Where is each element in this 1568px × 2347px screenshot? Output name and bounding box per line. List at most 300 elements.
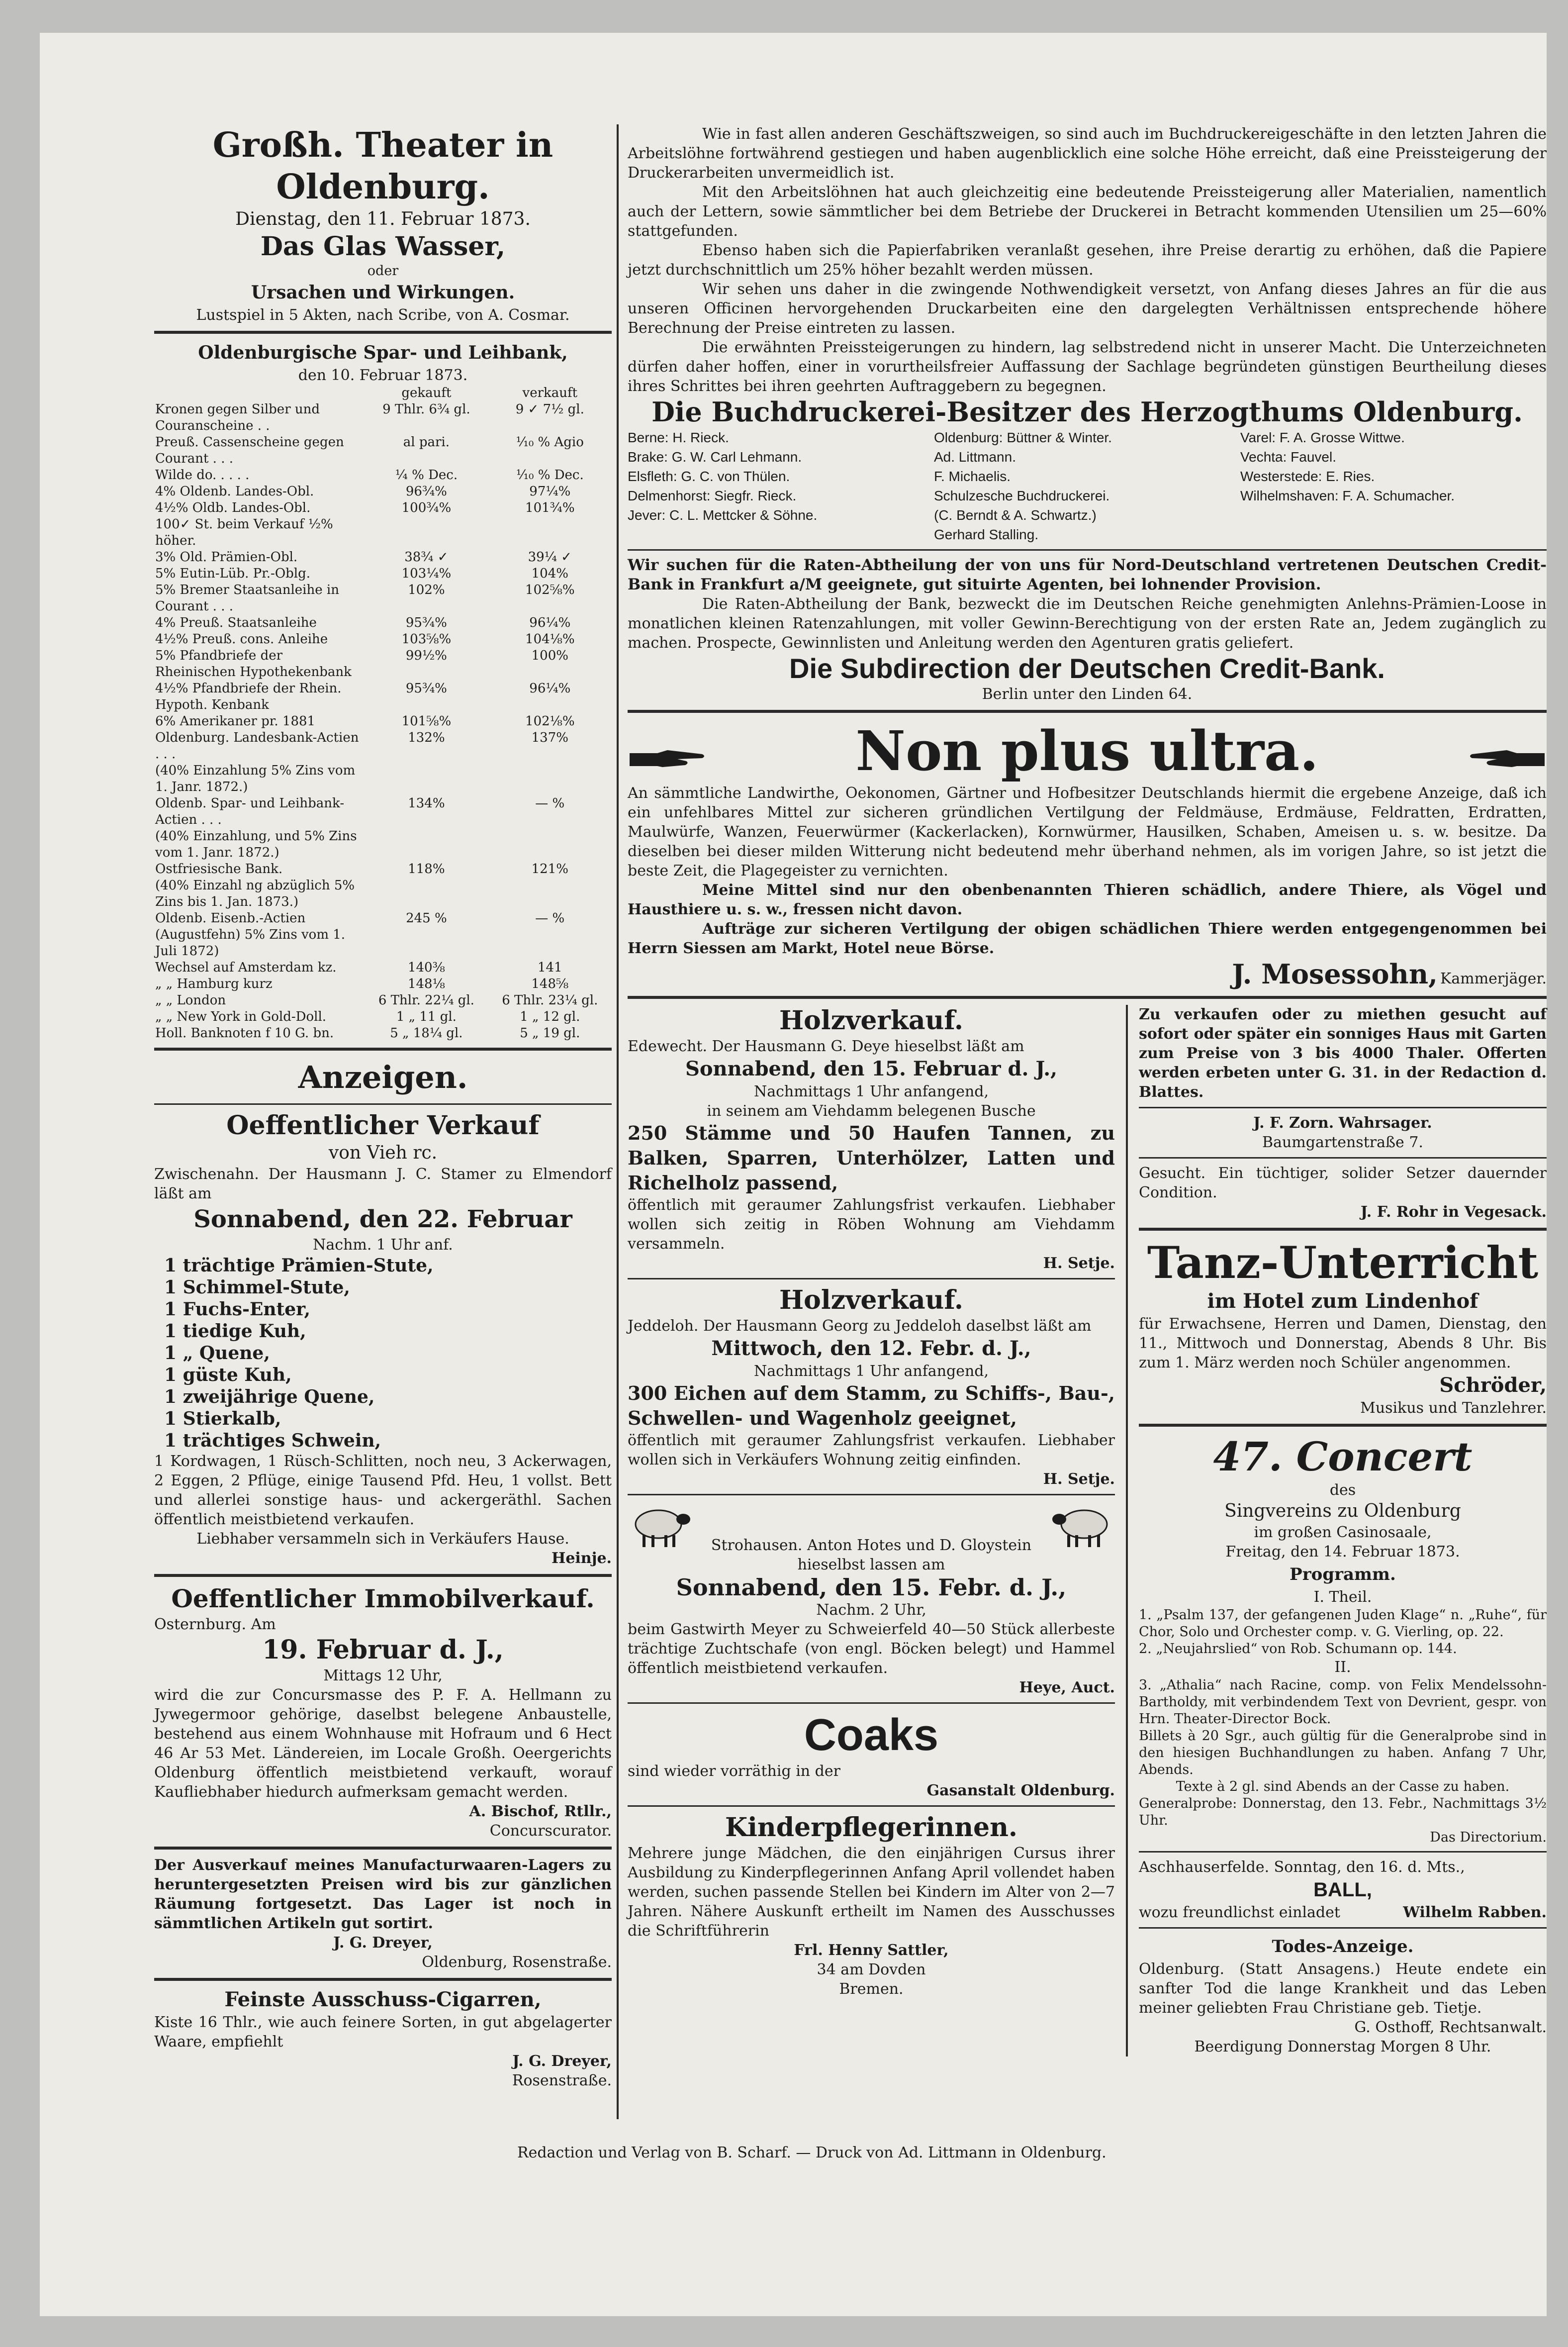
bank-sold-rate	[488, 516, 612, 549]
druck-member: F. Michaelis.	[934, 469, 1011, 484]
vieh-item-list	[154, 1255, 612, 1452]
bank-date: den 10. Februar 1873.	[298, 367, 468, 384]
divider	[628, 1702, 1115, 1704]
bank-rate-row	[154, 582, 612, 615]
divider	[628, 1805, 1115, 1807]
bank-rate-row	[154, 681, 612, 713]
bank-sold-rate: 104⅛%	[525, 632, 575, 647]
holz1-intro: Edewecht. Der Hausmann G. Deye hieselbst läßt am	[628, 1038, 1024, 1055]
holz2-date: Mittwoch, den 12. Febr. d. J.,	[711, 1337, 1031, 1360]
tod-burial: Beerdigung Donnerstag Morgen 8 Uhr.	[1194, 2038, 1491, 2055]
bank-bought-rate: 96¾%	[405, 484, 447, 499]
concert-program-item: 1. „Psalm 137, der gefangenen Juden Klage“ n. „Ruhe“, für Chor, Solo und Orchester comp. v. G. Vierling, op. 22.	[1139, 1607, 1547, 1640]
holz2-sign: H. Setje.	[1043, 1470, 1115, 1488]
bank-bought-rate: al pari.	[403, 435, 450, 450]
ausverkauf-sign2: Oldenburg, Rosenstraße.	[422, 1954, 612, 1971]
druck-member: Wilhelmshaven: F. A. Schumacher.	[1240, 488, 1455, 503]
tanz-sign2: Musikus und Tanzlehrer.	[1360, 1399, 1547, 1417]
cigarren-text: Kiste 16 Thlr., wie auch feinere Sorten, in gut abgelagerter Waare, empfiehlt	[154, 2014, 612, 2051]
divider	[154, 1978, 612, 1981]
vieh-ad	[154, 1110, 612, 1568]
divider	[628, 1494, 1115, 1495]
bank-rates	[154, 340, 612, 1042]
vieh-closing: Liebhaber versammeln sich in Verkäufers Hause.	[196, 1530, 569, 1548]
coaks-title: Coaks	[804, 1710, 939, 1760]
bank-rate-row	[154, 467, 612, 484]
holz1-time: Nachmittags 1 Uhr anfangend,	[753, 1083, 989, 1100]
bank-bought-rate: 101⅝%	[401, 714, 452, 729]
bank-bought-rate: 95¾%	[405, 681, 447, 696]
bank-rate-row	[154, 713, 612, 730]
kinder-text: Mehrere junge Mädchen, die den einjährigen Cursus ihrer Ausbildung zu Kinderpflegerinnen Anfang April vollendet haben werden, suchen passende Stellen bei Kindern im Alter von 2—7 Jahren. Nähere Auskunft ertheilt im Namen des Ausschusses die Schriftführerin	[628, 1845, 1115, 1940]
ads-left-subcolumn	[628, 1005, 1115, 2056]
concert-probe: Generalprobe: Donnerstag, den 13. Febr., Nachmittags 3½ Uhr.	[1139, 1796, 1547, 1828]
bank-security-name: (40% Einzahl ng abzüglich 5% Zins bis 1. Jan. 1873.)	[155, 878, 355, 909]
theater-oder: oder	[367, 263, 399, 279]
bank-bought-rate: 118%	[408, 862, 445, 877]
coaks-sign: Gasanstalt Oldenburg.	[926, 1782, 1115, 1799]
credit-p2: Die Raten-Abtheilung der Bank, bezweckt die im Deutschen Reiche genehmigten Anlehns-Prämien-Loose in monatlichen kleinen Ratenzahlungen, mit voller Gewinn-Berechtigung von der ersten Rate an, Jedem zugänglich zu machen. Prospecte, Gewinnlisten und Anleitung werden den Agenturen gratis geliefert.	[628, 595, 1547, 652]
druck-member-row	[628, 486, 1547, 505]
ausverkauf-sign1: J. G. Dreyer,	[333, 1934, 433, 1952]
schafe-time: Nachm. 2 Uhr,	[816, 1601, 926, 1619]
cigarren-title: Feinste Ausschuss-Cigarren,	[224, 1988, 542, 2011]
druck-member: (C. Berndt & A. Schwartz.)	[934, 507, 1097, 523]
bank-title: Oldenburgische Spar- und Leihbank,	[198, 342, 568, 363]
bank-bought-rate: 103⅝%	[401, 632, 452, 647]
druck-member: Westerstede: E. Ries.	[1240, 469, 1375, 484]
druck-p5: Die erwähnten Preissteigerungen zu hindern, lag selbstredend nicht in unserer Macht. Die Unterzeichneten dürfen daher hoffen, einer in vorurtheilsfreier Auffassung der Sachlage begründeten günstigen Beurtheilung dieses ihres Schrittes bei ihren geehrten Auftraggebern zu begegnen.	[628, 339, 1547, 395]
vieh-item: 1 güste Kuh,	[164, 1365, 292, 1385]
concert-text: Billets à 20 Sgr., auch gültig für die Generalprobe sind in den hiesigen Buchhandlungen zu haben. Anfang 7 Uhr, Abends.	[1139, 1728, 1547, 1777]
bank-sold-rate: — %	[535, 911, 565, 926]
immobil-date: 19. Februar d. J.,	[262, 1635, 504, 1665]
druck-member-row	[628, 525, 1547, 544]
bank-sold-rate: 102⅝%	[525, 583, 575, 597]
druck-p2: Mit den Arbeitslöhnen hat auch gleichzeitig eine bedeutende Preissteigerung aller Materialien, namentlich auch der Lettern, sowie sämmtlicher bei dem Betriebe der Druckerei in Betracht kommenden Utensilien um 25—60% stattgefunden.	[628, 184, 1547, 240]
bank-security-name: 5% Pfandbriefe der Rheinischen Hypothekenbank	[155, 648, 352, 680]
bank-security-name: Preuß. Cassenscheine gegen Courant . . .	[155, 435, 344, 466]
bank-sold-rate	[488, 763, 612, 795]
coaks-ad	[628, 1709, 1115, 1800]
vieh-item: 1 „ Quene,	[164, 1343, 270, 1364]
bank-bought-rate	[365, 878, 488, 910]
holzverkauf-2	[628, 1284, 1115, 1489]
druck-member	[1240, 525, 1547, 544]
concert-theil2: II.	[1334, 1659, 1351, 1676]
bank-sold-rate: — %	[535, 796, 565, 811]
bank-security-name: Ostfriesische Bank.	[155, 862, 283, 877]
concert-program-list	[1139, 1607, 1547, 1658]
schafe-ad	[628, 1500, 1115, 1697]
vieh-item: 1 trächtiges Schwein,	[164, 1430, 381, 1451]
bank-rate-row	[154, 434, 612, 467]
tanz-sign: Schröder,	[1439, 1373, 1547, 1397]
holz2-big: 300 Eichen auf dem Stamm, zu Schiffs-, Bau-, Schwellen- und Wagenholz geeignet,	[628, 1382, 1115, 1429]
bank-bought-rate: 245 %	[406, 911, 447, 926]
bank-security-name: (40% Einzahlung, und 5% Zins vom 1. Janr. 1872.)	[155, 829, 357, 860]
vieh-title: Oeffentlicher Verkauf	[226, 1110, 540, 1141]
vieh-item: 1 trächtige Prämien-Stute,	[164, 1255, 434, 1276]
druck-title: Die Buchdruckerei-Besitzer des Herzogthums Oldenburg.	[651, 396, 1523, 428]
tod-text: Oldenburg. (Statt Ansagens.) Heute endete ein sanfter Tod die lange Krankheit und das Leben meiner geliebten Frau Christiane geb. Tietje.	[1139, 1960, 1547, 2017]
bank-sold-rate: 121%	[531, 862, 568, 877]
bank-sold-rate: 100%	[531, 648, 568, 663]
ball-text: wozu freundlichst einladet	[1139, 1904, 1340, 1921]
divider	[154, 1847, 612, 1850]
concert-prog: Programm.	[1290, 1565, 1396, 1584]
bank-security-name: (40% Einzahlung 5% Zins vom 1. Janr. 1872.)	[155, 763, 356, 794]
bank-rate-row	[154, 615, 612, 631]
bank-sold-rate: 104%	[531, 566, 568, 581]
bank-rate-row	[154, 648, 612, 681]
holz1-sign: H. Setje.	[1043, 1255, 1115, 1272]
vieh-item: 1 Fuchs-Enter,	[164, 1299, 311, 1320]
theater-info: Lustspiel in 5 Akten, nach Scribe, von A. Cosmar.	[196, 306, 570, 324]
bank-rate-row	[154, 861, 612, 878]
concert-place: im großen Casinosaale,	[1254, 1524, 1432, 1541]
bank-rate-row	[154, 516, 612, 549]
immobil-ad	[154, 1583, 612, 1841]
bank-rate-row	[154, 1025, 612, 1042]
bank-head-sold: verkauft	[522, 386, 578, 400]
bank-bought-rate	[365, 828, 488, 861]
druck-member: Schulzesche Buchdruckerei.	[934, 488, 1110, 503]
vieh-subtitle: von Vieh rc.	[328, 1143, 438, 1163]
druck-member-row	[628, 467, 1547, 486]
bank-security-name: Wilde do. . . . .	[155, 468, 250, 483]
vieh-date: Sonnabend, den 22. Februar	[193, 1205, 572, 1233]
bank-bought-rate	[365, 516, 488, 549]
bank-security-name: Oldenb. Spar- und Leihbank-Actien . . .	[155, 796, 345, 827]
druck-member: Jever: C. L. Mettcker & Söhne.	[628, 507, 818, 523]
setzer-sign: J. F. Rohr in Vegesack.	[1360, 1203, 1547, 1221]
schafe-sign: Heye, Auct.	[1019, 1679, 1115, 1696]
setzer-text: Gesucht. Ein tüchtiger, solider Setzer dauernder Condition.	[1139, 1165, 1547, 1201]
tanz-title: Tanz-Unterricht	[1147, 1237, 1539, 1288]
bank-rate-row	[154, 828, 612, 861]
bank-security-name: „ „ London	[155, 993, 226, 1008]
druck-member-row	[628, 505, 1547, 525]
concert-theil1: I. Theil.	[1313, 1588, 1372, 1606]
bank-security-name: Kronen gegen Silber und Couranscheine . .	[155, 402, 320, 433]
kinder-ad	[628, 1812, 1115, 1999]
two-column-ads	[628, 1005, 1547, 2056]
bank-sold-rate: 6 Thlr. 23¼ gl.	[502, 993, 598, 1008]
immobil-title: Oeffentlicher Immobilverkauf.	[171, 1584, 595, 1613]
bank-bought-rate: 103¼%	[401, 566, 452, 581]
bank-bought-rate	[365, 763, 488, 795]
immobil-text: wird die zur Concursmasse des P. F. A. Hellmann zu Jywegermoor gehörige, daselbst belegene Anbaustelle, bestehend aus einem Wohnhause mit Hofraum und 6 Hect 46 Ar 53 Met. Ländereien, im Locale Großh. Oeergerichts Oldenburg öffentlich meistbietend verkauft, worauf Kaufliebhaber hiedurch aufmerksam gemacht werden.	[154, 1686, 612, 1801]
holz2-text: öffentlich mit geraumer Zahlungsfrist verkaufen. Liebhaber wollen sich in Verkäufers Wohnung zeitig einfinden.	[628, 1432, 1115, 1468]
sheep-icon	[628, 1500, 692, 1550]
holz2-title: Holzverkauf.	[779, 1285, 963, 1315]
concert-ad	[1139, 1433, 1547, 1846]
vieh-text: 1 Kordwagen, 1 Rüsch-Schlitten, noch neu, 3 Ackerwagen, 2 Eggen, 2 Pflüge, einige Tausend Pfd. Heu, 1 vollst. Bett und allerlei sonstige haus- und ackergeräthl. Sachen öffentlich meistbietend verkaufen.	[154, 1453, 612, 1528]
cigarren-sign1: J. G. Dreyer,	[512, 2053, 612, 2070]
tod-sign: G. Osthoff, Rechtsanwalt.	[1354, 2019, 1547, 2036]
holz1-big: 250 Stämme und 50 Haufen Tannen, zu Balken, Sparren, Unterhölzer, Latten und Richelholz passend,	[628, 1122, 1115, 1194]
bank-sold-rate: 137%	[531, 730, 568, 745]
divider	[628, 710, 1547, 713]
bank-sold-rate: 101¾%	[525, 500, 575, 515]
ausverkauf-ad	[154, 1856, 612, 1972]
concert-sub: Singvereins zu Oldenburg	[1224, 1501, 1461, 1521]
setzer-ad	[1139, 1164, 1547, 1222]
bank-rate-row	[154, 566, 612, 582]
ball-ad	[1139, 1858, 1547, 1922]
column-divider	[617, 124, 619, 2119]
bank-bought-rate: 148⅛	[407, 977, 445, 991]
divider	[1139, 1157, 1547, 1159]
divider	[1139, 1107, 1547, 1108]
holz1-date: Sonnabend, den 15. Februar d. J.,	[685, 1057, 1058, 1080]
druck-member: Varel: F. A. Grosse Wittwe.	[1240, 430, 1405, 445]
bank-security-name: 100✓ St. beim Verkauf ½% höher.	[155, 517, 333, 548]
nonplus-title: Non plus ultra.	[855, 719, 1319, 783]
bank-security-name: 5% Eutin-Lüb. Pr.-Oblg.	[155, 566, 311, 581]
divider	[154, 1103, 612, 1105]
druck-member	[628, 525, 934, 544]
nonplus-p2: Meine Mittel sind nur den obenbenannten Thieren schädlich, andere Thiere, als Vögel und Hausthiere u. s. w., fressen nicht davon.	[628, 881, 1547, 918]
todes-anzeige	[1139, 1934, 1547, 2056]
tanz-sub: im Hotel zum Lindenhof	[1207, 1289, 1478, 1313]
sheep-icon	[1050, 1500, 1115, 1550]
tod-title: Todes-Anzeige.	[1272, 1937, 1414, 1956]
tanz-ad	[1139, 1237, 1547, 1418]
theater-date: Dienstag, den 11. Februar 1873.	[235, 209, 531, 229]
bank-sold-rate: 97¼%	[529, 484, 571, 499]
bank-sold-rate: 39¼ ✓	[528, 550, 572, 565]
holz1-place: in seinem am Viehdamm belegenen Busche	[707, 1102, 1036, 1120]
ball-title: BALL,	[1313, 1879, 1372, 1901]
immobil-sign2: Concurscurator.	[489, 1822, 612, 1840]
bank-security-name: „ „ New York in Gold-Doll.	[155, 1009, 327, 1024]
credit-p1: Wir suchen für die Raten-Abtheilung der von uns für Nord-Deutschland vertretenen Deutschen Credit-Bank in Frankfurt a/M geeignete, gut situirte Agenten, bei lohnender Provision.	[628, 556, 1547, 593]
druck-p3: Ebenso haben sich die Papierfabriken veranlaßt gesehen, ihre Preise derartig zu erhöhen, daß die Papiere jetzt durchschnittlich um 25% höher bezahlt werden müssen.	[628, 242, 1547, 279]
divider	[1139, 1927, 1547, 1929]
concert-program-item: 2. „Neujahrslied“ von Rob. Schumann op. 144.	[1139, 1641, 1457, 1657]
bank-security-name: 4½% Preuß. cons. Anleihe	[155, 632, 328, 647]
tanz-text: für Erwachsene, Herren und Damen, Dienstag, den 11., Mittwoch und Donnerstag, Abends 8 Uhr. Bis zum 1. März werden noch Schüler angenommen.	[1139, 1315, 1547, 1371]
bank-rate-row	[154, 795, 612, 828]
bank-sold-rate: 141	[537, 960, 562, 975]
vieh-item: 1 tiedige Kuh,	[164, 1321, 306, 1342]
bank-rate-row	[154, 484, 612, 500]
bank-bought-rate: 95¾%	[405, 615, 447, 630]
cigarren-ad	[154, 1987, 612, 2090]
haus-text: Zu verkaufen oder zu miethen gesucht auf sofort oder später ein sonniges Haus mit Garten zum Preise von 3 bis 4000 Thaler. Offerten werden erbeten unter G. 31. in der Redaction d. Blattes.	[1139, 1006, 1547, 1101]
zorn-role: Wahrsager.	[1338, 1114, 1432, 1132]
bank-sold-rate: 96¼%	[529, 681, 571, 696]
bank-sold-rate: ¹⁄₁₀ % Agio	[516, 435, 584, 450]
bank-security-name: 4% Preuß. Staatsanleihe	[155, 615, 317, 630]
druck-member: Brake: G. W. Carl Lehmann.	[628, 449, 802, 465]
vieh-intro: Zwischenahn. Der Hausmann J. C. Stamer zu Elmendorf läßt am	[154, 1166, 612, 1202]
bank-security-name: 4½% Oldb. Landes-Obl.	[155, 500, 311, 515]
druck-member: Oldenburg: Büttner & Winter.	[934, 430, 1112, 445]
druck-member: Elsfleth: G. C. von Thülen.	[628, 469, 790, 484]
schafe-text: beim Gastwirth Meyer zu Schweierfeld 40—50 Stück allerbeste trächtige Zuchtschafe (von engl. Böcken belegt) und Hammel öffentlich meistbietend verkaufen.	[628, 1621, 1115, 1677]
bank-bought-rate: 5 „ 18¼ gl.	[390, 1026, 463, 1041]
bank-head-bought: gekauft	[401, 386, 452, 400]
credit-ad	[628, 556, 1547, 704]
cigarren-sign2: Rosenstraße.	[512, 2072, 612, 2089]
bank-bought-rate: 134%	[408, 796, 445, 811]
bank-bought-rate: 1 „ 11 gl.	[396, 1009, 457, 1024]
bank-security-name: Wechsel auf Amsterdam kz.	[155, 960, 337, 975]
coaks-text: sind wieder vorräthig in der	[628, 1762, 840, 1780]
ausverkauf-text: Der Ausverkauf meines Manufacturwaaren-Lagers zu heruntergesetzten Preisen wird bis zur gänzlichen Räumung fortgesetzt. Das Lager ist noch in sämmtlichen Artikeln gut sortirt.	[154, 1857, 612, 1932]
bank-security-name: 6% Amerikaner pr. 1881	[155, 714, 316, 729]
schafe-intro: Strohausen. Anton Hotes und D. Gloystein hieselbst lassen am	[711, 1537, 1032, 1573]
kinder-title: Kinderpflegerinnen.	[725, 1812, 1018, 1843]
holz2-time: Nachmittags 1 Uhr anfangend,	[753, 1363, 989, 1380]
bank-rate-row	[154, 631, 612, 648]
immobil-sign1: A. Bischof, Rtllr.,	[469, 1803, 612, 1820]
theater-title: Großh. Theater in Oldenburg.	[212, 125, 553, 207]
druck-p4: Wir sehen uns daher in die zwingende Nothwendigkeit versetzt, von Anfang dieses Jahres an für die aus unseren Officinen hervorgehenden Druckarbeiten eine den dargelegten Verhältnissen entsprechende höhere Berechnung der Preise eintreten zu lassen.	[628, 281, 1547, 337]
bank-bought-rate: 6 Thlr. 22¼ gl.	[378, 993, 474, 1008]
divider	[628, 996, 1547, 999]
druck-member: Delmenhorst: Siegfr. Rieck.	[628, 488, 797, 503]
zorn-ad	[1139, 1113, 1547, 1152]
bank-rate-row	[154, 976, 612, 992]
concert-item3: 3. „Athalia“ nach Racine, comp. von Felix Mendelssohn-Bartholdy, mit verbindendem Text von Devrient, gespr. von Hrn. Theater-Director Bock.	[1139, 1677, 1547, 1727]
bank-rate-row	[154, 763, 612, 795]
druck-member: Vechta: Fauvel.	[1240, 449, 1337, 465]
nonplus-sign: J. Mosessohn,	[1232, 958, 1438, 990]
druck-member	[1240, 505, 1547, 525]
concert-sign: Das Directorium.	[1430, 1830, 1547, 1845]
bank-bought-rate: 38¾ ✓	[404, 550, 449, 565]
vieh-item: 1 Schimmel-Stute,	[164, 1277, 350, 1298]
ads-right-subcolumn	[1139, 1005, 1547, 2056]
bank-rate-row	[154, 401, 612, 434]
bank-bought-rate: 9 Thlr. 6¾ gl.	[382, 402, 470, 417]
holz1-title: Holzverkauf.	[779, 1005, 963, 1036]
divider	[628, 549, 1547, 551]
druck-member: Berne: H. Rieck.	[628, 430, 729, 445]
immobil-time: Mittags 12 Uhr,	[323, 1667, 443, 1684]
ball-intro: Aschhauserfelde. Sonntag, den 16. d. Mts.,	[1139, 1858, 1465, 1876]
druck-p1: Wie in fast allen anderen Geschäftszweigen, so sind auch im Buchdruckereigeschäfte in den letzten Jahren die Arbeitslöhne fortwährend gestiegen und haben augenblicklich eine solche Höhe erreicht, daß eine Preissteigerung der Druckerarbeiten unvermeidlich ist.	[628, 125, 1547, 182]
bank-bought-rate: 100¾%	[401, 500, 452, 515]
bank-sold-rate: ¹⁄₁₀ % Dec.	[516, 468, 584, 483]
divider	[1139, 1851, 1547, 1853]
divider	[154, 331, 612, 334]
bank-security-name: 3% Old. Prämien-Obl.	[155, 550, 298, 565]
bank-sold-rate	[488, 828, 612, 861]
bank-bought-rate: ¼ % Dec.	[395, 468, 458, 483]
bank-sold-rate: 1 „ 12 gl.	[520, 1009, 580, 1024]
druck-member-list	[628, 428, 1547, 544]
bank-rate-row	[154, 549, 612, 566]
ball-sign: Wilhelm Rabben.	[1403, 1904, 1547, 1921]
bank-sold-rate	[488, 878, 612, 910]
bank-security-name: „ „ Hamburg kurz	[155, 977, 273, 991]
divider	[1139, 1424, 1547, 1427]
bank-rate-row	[154, 500, 612, 516]
zorn-name: J. F. Zorn.	[1253, 1114, 1334, 1132]
pointing-hand-icon	[1467, 748, 1547, 770]
schafe-date: Sonnabend, den 15. Febr. d. J.,	[676, 1574, 1067, 1601]
anzeigen-heading: Anzeigen.	[298, 1059, 468, 1095]
nonplus-sign2: Kammerjäger.	[1440, 970, 1547, 987]
divider	[628, 1278, 1115, 1279]
vieh-item: 1 zweijährige Quene,	[164, 1386, 375, 1407]
druck-member-row	[628, 447, 1547, 467]
bank-sold-rate: 148⅝	[531, 977, 569, 991]
concert-date: Freitag, den 14. Februar 1873.	[1225, 1543, 1460, 1561]
imprint-footer: Redaction und Verlag von B. Scharf. — Druck von Ad. Littmann in Oldenburg.	[517, 2144, 1107, 2161]
nonplus-text: An sämmtliche Landwirthe, Oekonomen, Gärtner und Hofbesitzer Deutschlands hiermit die ergebene Anzeige, daß ich ein unfehlbares Mittel zur sicheren gründlichen Vertilgung der Feldmäuse, Erdmäuse, Feldratten, Erdratten, Maulwürfe, Wanzen, Feuerwürmer (Kackerlacken), Kornwürmer, Hausilken, Schaben, Ameisen u. s. w. besitze. Da dieselben bei dieser milden Witterung nicht bedeutend mehr überhand nehmen, als im vorigen Jahre, so ist jetzt die beste Zeit, die Plagegeister zu vernichten.	[628, 784, 1547, 880]
bank-rate-row	[154, 878, 612, 910]
credit-addr: Berlin unter den Linden 64.	[982, 685, 1193, 703]
druck-member-row	[628, 428, 1547, 447]
bank-bought-rate: 99½%	[405, 648, 447, 663]
right-column	[628, 124, 1547, 2056]
nonplus-p3: Aufträge zur sicheren Vertilgung der obigen schädlichen Thiere werden entgegengenommen bei Herrn Siessen am Markt, Hotel neue Börse.	[628, 920, 1547, 957]
bank-bought-rate: 102%	[408, 583, 445, 597]
bank-security-name: Holl. Banknoten f 10 G. bn.	[155, 1026, 334, 1041]
holz1-text: öffentlich mit geraumer Zahlungsfrist verkaufen. Liebhaber wollen sich zeitig in Röben Wohnung am Viehdamm versammeln.	[628, 1196, 1115, 1253]
theater-notice	[154, 124, 612, 325]
bank-security-name: 4% Oldenb. Landes-Obl.	[155, 484, 314, 499]
bank-rate-row	[154, 910, 612, 960]
divider	[1139, 1228, 1547, 1231]
divider	[154, 1048, 612, 1051]
concert-title: 47. Concert	[1213, 1433, 1473, 1480]
nonplus-ad	[628, 719, 1547, 990]
kinder-sign2: 34 am Dovden	[817, 1961, 926, 1978]
immobil-place: Osternburg. Am	[154, 1616, 276, 1633]
druck-member: Ad. Littmann.	[934, 449, 1016, 465]
concert-texte: Texte à 2 gl. sind Abends an der Casse zu haben.	[1176, 1779, 1510, 1794]
bank-sold-rate: 102⅛%	[525, 714, 575, 729]
bank-security-name: Oldenburg. Landesbank-Actien . . .	[155, 730, 359, 762]
bank-rate-row	[154, 960, 612, 976]
holzverkauf-1	[628, 1005, 1115, 1273]
bank-security-name: 5% Bremer Staatsanleihe in Courant . . .	[155, 583, 339, 614]
bank-rate-row	[154, 730, 612, 763]
bank-rate-row	[154, 1009, 612, 1025]
divider	[154, 1574, 612, 1577]
bank-sold-rate: 9 ✓ 7½ gl.	[515, 402, 584, 417]
zorn-addr: Baumgartenstraße 7.	[1262, 1134, 1423, 1151]
haus-ad	[1139, 1005, 1547, 1102]
bank-bought-rate: 140⅜	[407, 960, 445, 975]
credit-title: Die Subdirection der Deutschen Credit-Bank.	[789, 653, 1385, 684]
druck-member: Gerhard Stalling.	[934, 527, 1039, 542]
kinder-sign3: Bremen.	[839, 1980, 904, 1998]
bank-rate-row	[154, 992, 612, 1009]
holz2-intro: Jeddeloh. Der Hausmann Georg zu Jeddeloh daselbst läßt am	[628, 1317, 1092, 1335]
theater-play: Das Glas Wasser,	[260, 231, 506, 262]
vieh-sign: Heinje.	[551, 1550, 612, 1567]
pointing-hand-icon	[628, 748, 707, 770]
left-column	[154, 124, 612, 2090]
bank-sold-rate: 5 „ 19 gl.	[520, 1026, 580, 1041]
concert-des: des	[1329, 1481, 1356, 1499]
vieh-time: Nachm. 1 Uhr anf.	[313, 1236, 453, 1254]
bank-rate-table	[154, 385, 612, 1042]
kinder-sign1: Frl. Henny Sattler,	[794, 1942, 949, 1959]
druckerei-notice	[628, 124, 1547, 544]
bank-security-name: 4½% Pfandbriefe der Rhein. Hypoth. Kenbank	[155, 681, 342, 712]
bank-bought-rate: 132%	[408, 730, 445, 745]
theater-subtitle: Ursachen und Wirkungen.	[251, 282, 515, 303]
